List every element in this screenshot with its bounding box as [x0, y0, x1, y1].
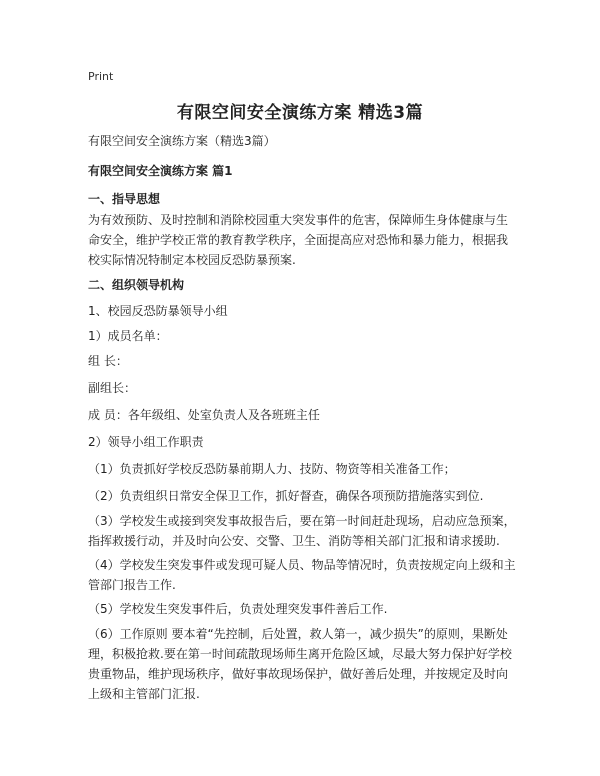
- subtitle: 有限空间安全演练方案（精选3篇）: [88, 134, 276, 148]
- duty-item-3: （3）学校发生或接到突发事故报告后，要在第一时间赶赴现场，启动应急预案，指挥救援行动，并及时向公安、交警、卫生、消防等相关部门汇报和请求援助.: [88, 514, 516, 548]
- leader-line: 组 长：: [88, 354, 128, 368]
- paragraph-guiding-ideology: 为有效预防、及时控制和消除校园重大突发事件的危害，保障师生身体健康与生命安全，维护学校正常的教育教学秩序，全面提高应对恐怖和暴力能力，根据我校实际情况特制定本校园反恐防暴预案.: [88, 213, 509, 267]
- duty-item-5: （5）学校发生突发事件后，负责处理突发事件善后工作.: [88, 602, 388, 616]
- duty-item-4: （4）学校发生突发事件或发现可疑人员、物品等情况时，负责按规定向上级和主管部门报告工作.: [88, 558, 516, 592]
- duty-item-1: （1）负责抓好学校反恐防暴前期人力、技防、物资等相关准备工作；: [88, 462, 456, 476]
- vice-leader-line: 副组长：: [88, 381, 137, 395]
- list-item: 1、校园反恐防暴领导小组: [88, 304, 228, 318]
- print-label[interactable]: Print: [88, 70, 114, 83]
- duty-item-6: （6）工作原则 要本着“先控制，后处置，救人第一，减少损失”的原则，果断处理，积极抢救.要在第一时间疏散现场师生离开危险区域，尽最大努力保护好学校贵重物品，维护现场秩序，做好事故现场保护，做好善后处理，并按规定及时向上级和主管部门汇报.: [88, 627, 512, 701]
- duty-item-2: （2）负责组织日常安全保卫工作，抓好督查，确保各项预防措施落实到位.: [88, 489, 484, 503]
- heading-organization: 二、组织领导机构: [88, 278, 185, 292]
- section-title: 有限空间安全演练方案 篇1: [88, 164, 233, 178]
- heading-guiding-ideology: 一、指导思想: [88, 192, 161, 206]
- list-item: 2）领导小组工作职责: [88, 435, 204, 449]
- page-title: 有限空间安全演练方案 精选3篇: [176, 103, 424, 123]
- members-line: 成 员：各年级组、处室负责人及各班班主任: [88, 408, 320, 422]
- list-item: 1）成员名单：: [88, 329, 168, 343]
